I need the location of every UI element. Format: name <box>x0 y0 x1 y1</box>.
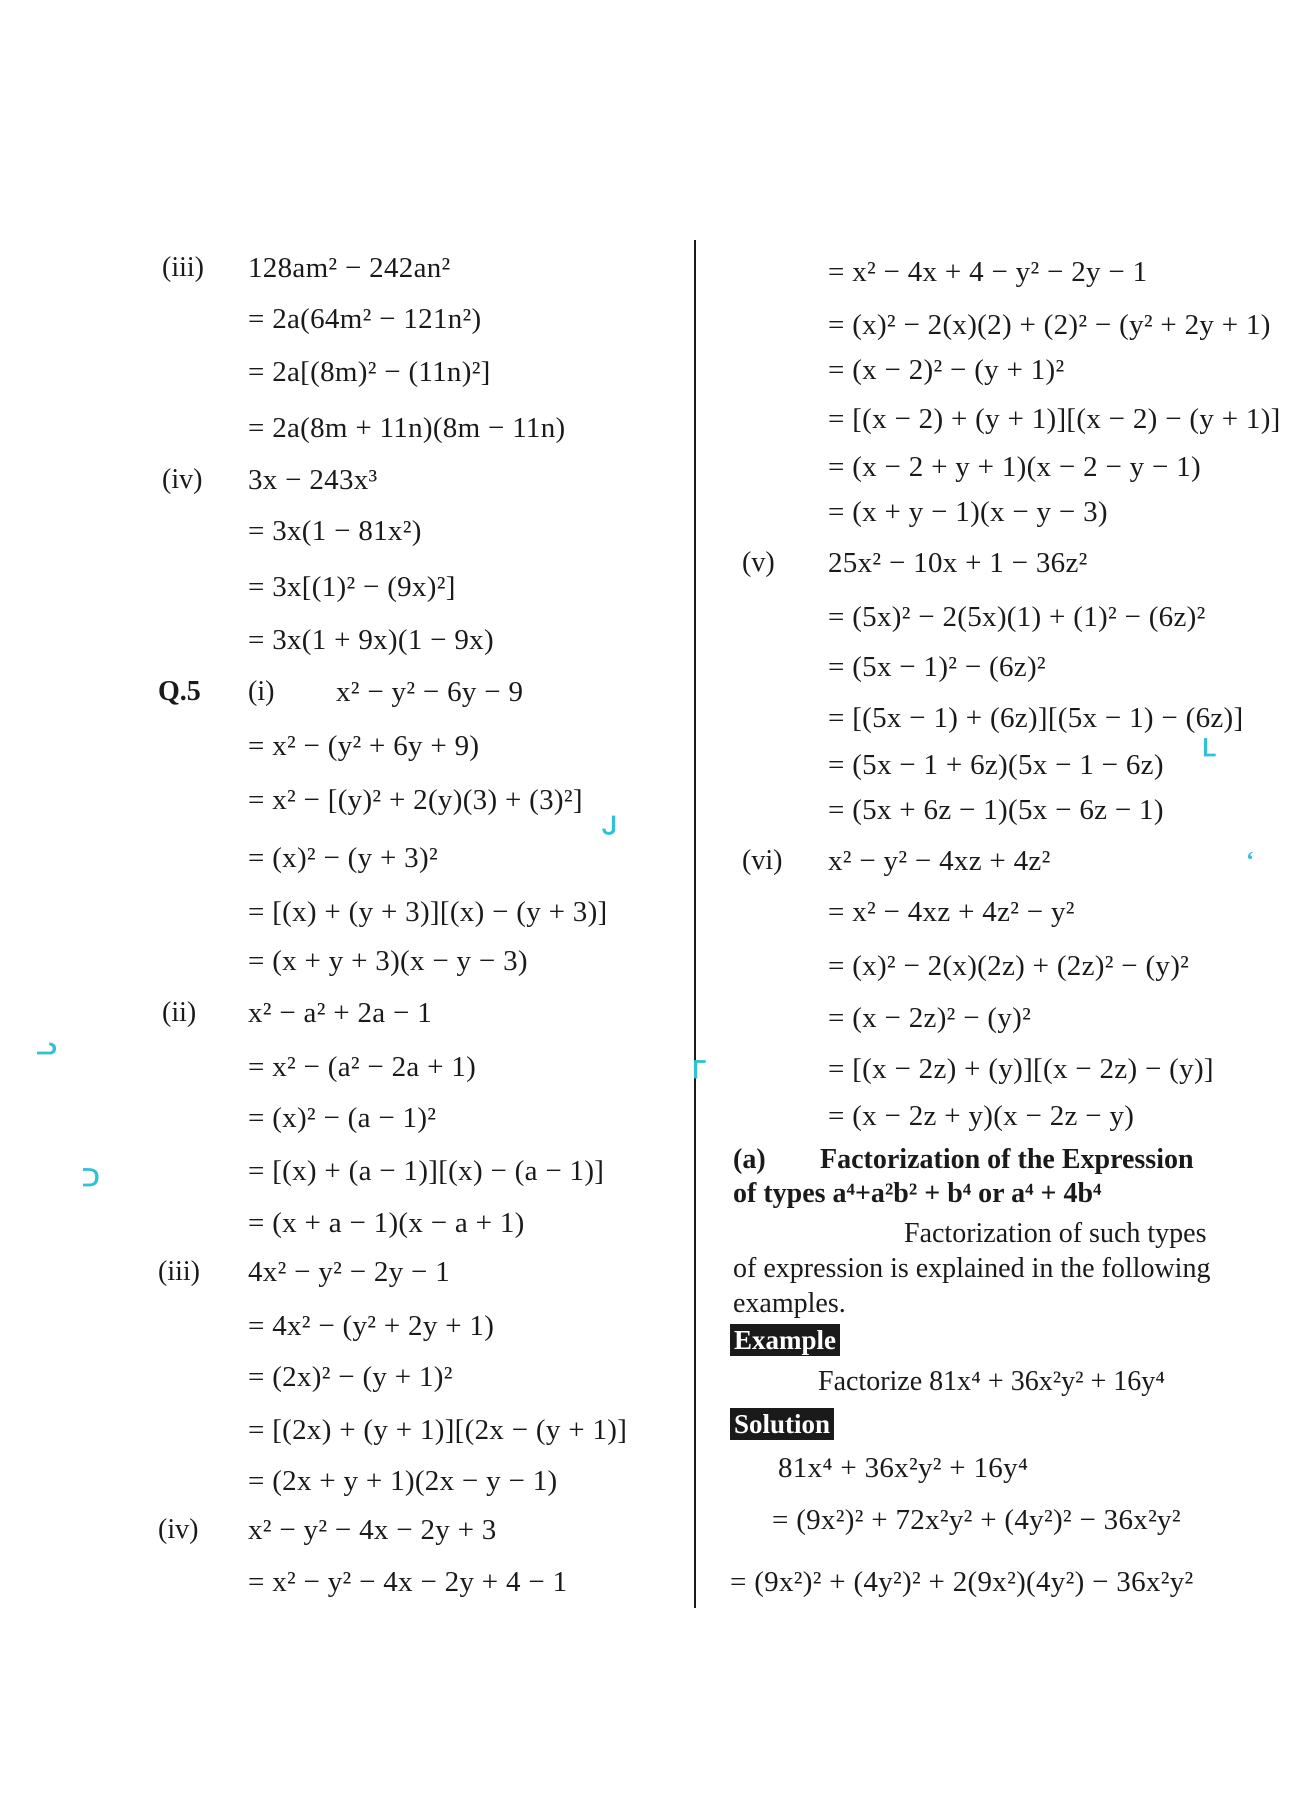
paragraph-line: Factorization of such types <box>904 1218 1207 1249</box>
section-label: (a) <box>733 1144 766 1175</box>
section-title-line-1: Factorization of the Expression <box>820 1144 1194 1175</box>
pen-mark: ʻ <box>1246 848 1254 874</box>
math-line: 4x² − y² − 2y − 1 <box>248 1256 451 1288</box>
math-line: = 2a[(8m)² − (11n)²] <box>248 356 491 388</box>
math-line: = [(x − 2) + (y + 1)][(x − 2) − (y + 1)] <box>828 403 1281 435</box>
math-line: = (2x)² − (y + 1)² <box>248 1361 453 1393</box>
math-line: = 3x[(1)² − (9x)²] <box>248 571 456 603</box>
math-line: = x² − (y² + 6y + 9) <box>248 730 480 762</box>
label-q5: Q.5 <box>158 676 201 707</box>
example-text: Factorize 81x⁴ + 36x²y² + 16y⁴ <box>818 1366 1166 1397</box>
math-line: = (x)² − 2(x)(2) + (2)² − (y² + 2y + 1) <box>828 309 1271 341</box>
solution-line: 81x⁴ + 36x²y² + 16y⁴ <box>778 1452 1029 1484</box>
math-line: = [(x − 2z) + (y)][(x − 2z) − (y)] <box>828 1053 1214 1085</box>
math-line: = (x − 2z)² − (y)² <box>828 1002 1032 1034</box>
math-line: = [(x) + (y + 3)][(x) − (y + 3)] <box>248 896 608 928</box>
math-line: = (x − 2)² − (y + 1)² <box>828 354 1065 386</box>
paragraph-line: of expression is explained in the following <box>733 1253 1211 1284</box>
math-line: = 3x(1 + 9x)(1 − 9x) <box>248 624 494 656</box>
math-line: = (x − 2z + y)(x − 2z − y) <box>828 1100 1135 1132</box>
math-line: = 2a(8m + 11n)(8m − 11n) <box>248 412 566 444</box>
math-line: = x² − y² − 4x − 2y + 4 − 1 <box>248 1566 568 1598</box>
label-iv: (iv) <box>162 464 203 495</box>
math-line: x² − y² − 4xz + 4z² <box>828 845 1051 877</box>
label-iii: (iii) <box>162 252 204 283</box>
math-line: x² − y² − 6y − 9 <box>336 676 524 708</box>
math-line: = (x + y + 3)(x − y − 3) <box>248 945 528 977</box>
math-line: = [(5x − 1) + (6z)][(5x − 1) − (6z)] <box>828 702 1244 734</box>
math-line: x² − y² − 4x − 2y + 3 <box>248 1514 497 1546</box>
solution-line: = (9x²)² + (4y²)² + 2(9x²)(4y²) − 36x²y² <box>730 1566 1194 1598</box>
math-line: = (5x − 1)² − (6z)² <box>828 651 1046 683</box>
math-line: = [(x) + (a − 1)][(x) − (a − 1)] <box>248 1155 605 1187</box>
pen-mark: ᓗ <box>36 1034 57 1060</box>
math-line: = x² − 4x + 4 − y² − 2y − 1 <box>828 256 1148 288</box>
math-line: x² − a² + 2a − 1 <box>248 997 432 1029</box>
math-line: = x² − (a² − 2a + 1) <box>248 1051 477 1083</box>
math-line: = (x)² − (a − 1)² <box>248 1102 437 1134</box>
math-line: = 3x(1 − 81x²) <box>248 515 422 547</box>
math-line: 25x² − 10x + 1 − 36z² <box>828 547 1088 579</box>
example-badge: Example <box>730 1324 840 1356</box>
math-line: = (2x + y + 1)(2x − y − 1) <box>248 1465 558 1497</box>
label-vi: (vi) <box>742 845 783 876</box>
pen-mark: ᑐ <box>82 1166 100 1192</box>
math-line: 128am² − 242an² <box>248 252 451 284</box>
label-iii-2: (iii) <box>158 1256 200 1287</box>
math-line: = 4x² − (y² + 2y + 1) <box>248 1310 495 1342</box>
math-line: = x² − 4xz + 4z² − y² <box>828 896 1075 928</box>
label-iv-2: (iv) <box>158 1514 199 1545</box>
math-line: = (x)² − (y + 3)² <box>248 842 438 874</box>
math-line: = (5x)² − 2(5x)(1) + (1)² − (6z)² <box>828 601 1206 633</box>
label-v: (v) <box>742 547 775 578</box>
math-line: = x² − [(y)² + 2(y)(3) + (3)²] <box>248 784 583 816</box>
solution-badge: Solution <box>730 1408 834 1440</box>
math-line: = (x + y − 1)(x − y − 3) <box>828 496 1108 528</box>
math-line: 3x − 243x³ <box>248 464 378 496</box>
pen-mark: ᒪ <box>1202 736 1216 762</box>
math-line: = (5x + 6z − 1)(5x − 6z − 1) <box>828 794 1164 826</box>
math-line: = (x + a − 1)(x − a + 1) <box>248 1207 525 1239</box>
section-title-line-2: of types a⁴+a²b² + b⁴ or a⁴ + 4b⁴ <box>733 1178 1102 1209</box>
solution-line: = (9x²)² + 72x²y² + (4y²)² − 36x²y² <box>772 1504 1181 1536</box>
math-line: = 2a(64m² − 121n²) <box>248 303 482 335</box>
pen-mark: ᒍ <box>602 814 618 840</box>
label-i: (i) <box>248 676 275 707</box>
math-line: = [(2x) + (y + 1)][(2x − (y + 1)] <box>248 1414 628 1446</box>
column-divider <box>694 240 696 1608</box>
math-line: = (5x − 1 + 6z)(5x − 1 − 6z) <box>828 749 1164 781</box>
paragraph-line: examples. <box>733 1288 846 1319</box>
label-ii: (ii) <box>162 997 197 1028</box>
math-line: = (x)² − 2(x)(2z) + (2z)² − (y)² <box>828 950 1190 982</box>
math-line: = (x − 2 + y + 1)(x − 2 − y − 1) <box>828 451 1201 483</box>
pen-mark: ᒥ <box>692 1058 706 1084</box>
